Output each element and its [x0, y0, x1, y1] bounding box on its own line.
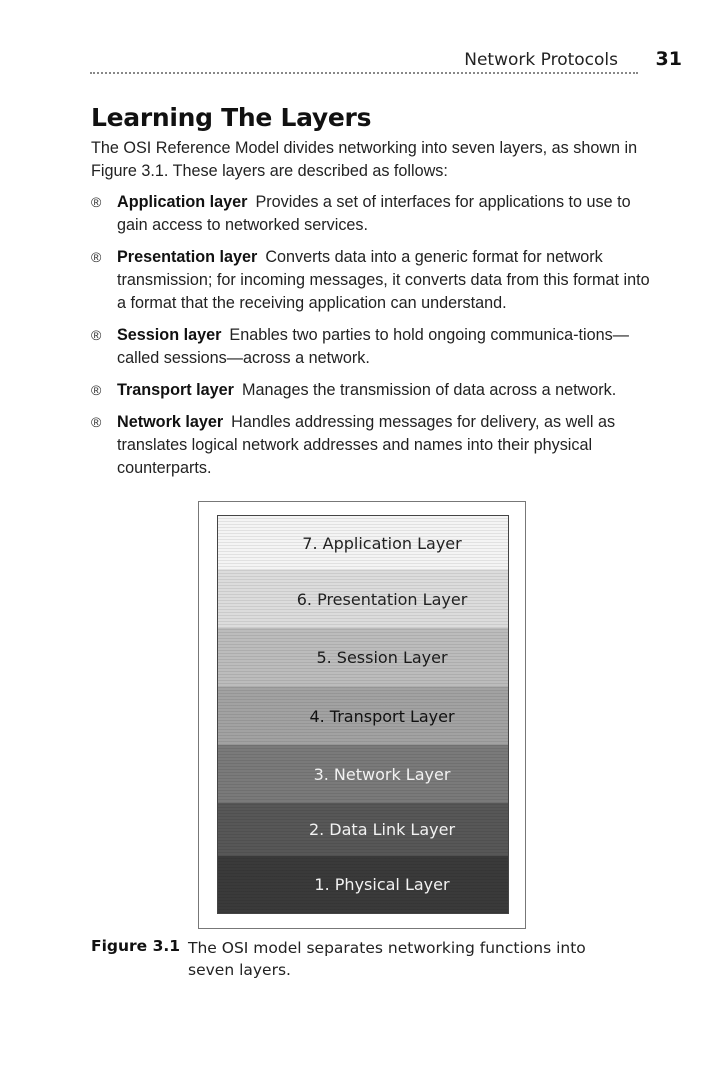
layer-label: 7. Application Layer [302, 533, 462, 553]
page-header [90, 48, 688, 80]
caption-label: Figure 3.1 [91, 937, 181, 955]
bullet-icon: ® [91, 249, 102, 265]
bullet-icon: ® [91, 194, 102, 210]
bullet-term: Session layer [117, 326, 222, 344]
layer-label: 4. Transport Layer [309, 706, 455, 726]
osi-model-figure [198, 501, 526, 929]
layer-label: 1. Physical Layer [314, 875, 450, 894]
bullet-text: Converts data into a generic format for network transmission; for incoming messages, it converts data from this format into a format that the receiving application can understand. [117, 248, 650, 312]
bullet-term: Presentation layer [117, 248, 258, 266]
osi-layer-6 [218, 570, 508, 629]
running-head: Network Protocols [464, 50, 618, 70]
osi-layer-7 [218, 516, 508, 571]
bullet-text: Provides a set of interfaces for applications to use to gain access to networked services. [117, 193, 631, 234]
osi-layer-4 [218, 687, 508, 746]
list-item [91, 324, 651, 370]
list-item [91, 246, 651, 315]
list-item [91, 379, 651, 402]
osi-layer-stack [217, 515, 509, 914]
layer-label: 3. Network Layer [313, 764, 451, 784]
osi-layer-3 [218, 745, 508, 804]
bullet-icon: ® [91, 382, 102, 398]
osi-layer-2 [218, 803, 508, 857]
intro-paragraph: The OSI Reference Model divides networking into seven layers, as shown in Figure 3.1. These layers are described as follows: [91, 139, 638, 180]
layer-label: 2. Data Link Layer [308, 820, 456, 839]
caption-text: The OSI model separates networking functions into seven layers. [188, 939, 586, 979]
bullet-text: Manages the transmission of data across a network. [241, 381, 617, 399]
bullet-term: Network layer [117, 413, 224, 431]
osi-layer-5 [218, 628, 508, 688]
bullet-term: Application layer [117, 193, 248, 211]
bullet-text: Enables two parties to hold ongoing communica-tions—called sessions—across a network. [117, 326, 629, 367]
layer-description-list [91, 191, 651, 489]
bullet-icon: ® [91, 327, 102, 343]
layer-label: 5. Session Layer [316, 648, 448, 667]
page-number: 31 [655, 48, 682, 70]
osi-layer-1 [218, 856, 508, 913]
bullet-term: Transport layer [117, 381, 234, 399]
bullet-text: Handles addressing messages for delivery, as well as translates logical network addresses and names into their physical counterparts. [117, 413, 616, 477]
list-item [91, 191, 651, 237]
list-item [91, 411, 651, 480]
section-title: Learning The Layers [91, 103, 372, 132]
layer-label: 6. Presentation Layer [296, 589, 468, 609]
bullet-icon: ® [91, 414, 102, 430]
header-dotted-rule [90, 72, 638, 78]
